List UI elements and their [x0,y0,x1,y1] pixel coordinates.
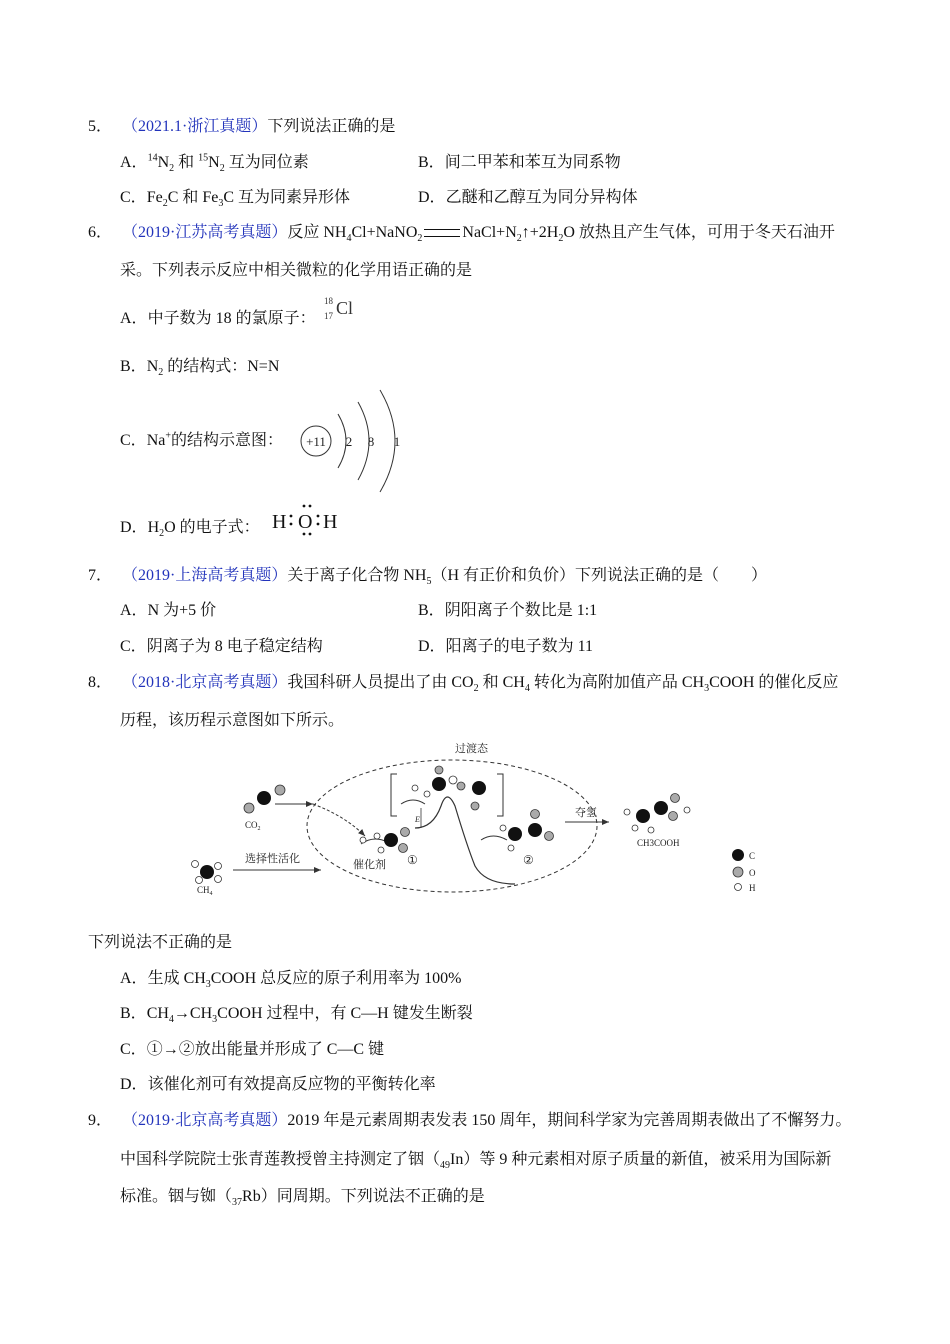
selective-activation-label: 选择性活化 [245,853,300,865]
q7-source: （2019·上海高考真题） [122,567,288,584]
transition-state-label: 过渡态 [455,743,488,755]
q5-option-c: C．$Fe_2C$ 和 $Fe_3C$ 互为同素异形体 [120,189,351,210]
q9-stem-line1: 9． （2019·北京高考真题）2019 年是元素周期表发表 150 周年，期间科学家为完善周期表做出了不懈努力。 [88,1112,852,1129]
shell-electrons-2: 8 [367,434,375,449]
q8-stem-line1: 8． （2018·北京高考真题）我国科研人员提出了由 $CO_2$ 和 $CH_4$ 转化为高附加值产品 $CH_3COOH$ 的催化反应 [88,674,839,695]
q6-stem-line2: 采。下列表示反应中相关微粒的化学用语正确的是 [120,262,473,279]
electron-formula-h-left: H [272,511,287,533]
q7-option-b: B．阴阳离子个数比是 1:1 [418,602,598,619]
q7-stem: 7． （2019·上海高考真题）关于离子化合物 $NH_5(H$ 有正价和负价）下列说法正确的是（ ） [88,567,768,588]
q9-source: （2019·北京高考真题） [122,1112,288,1129]
q5-option-a: A．$^{14}N_2$ 和 $^{15}N_2$ 互为同位素 [120,152,309,175]
step1-label: ① [407,853,418,867]
dehydrogenation-label: 夺氢 [575,807,597,819]
q8-option-a: A．生成 $CH_3COOH$ 总反应的原子利用率为 100% [120,970,462,991]
q6-option-a: A．中子数为 18 的氯原子： [120,310,316,327]
energy-profile-curve [415,797,515,884]
shell-electrons-1: 2 [345,434,353,449]
energy-label: E [415,815,420,824]
legend-c: C [749,851,756,861]
electron-formula-o: O [298,511,313,533]
q9-stem-line2: 中国科学院院士张青莲教授曾主持测定了铟$(_{49}In)$等 9 种元素相对原子质量的新值，被采用为国际新 [120,1151,832,1172]
acetic-acid-molecule [624,794,690,834]
ch4-label: $CH_4$ [197,885,213,896]
step2-molecule [500,810,554,852]
q6-option-b: B．$N_2$ 的结构式：N=N [120,358,280,379]
legend-h: H [749,883,756,893]
q8-prompt: 下列说法不正确的是 [88,934,233,951]
q6-option-d: D．$H_2O$ 的电子式： [120,519,260,540]
q5-option-b: B．间二甲苯和苯互为同系物 [418,154,621,171]
equals-sign [424,229,460,237]
nucleus-charge: +11 [306,434,326,449]
q6-option-c: C．Na+的结构示意图： [120,430,283,449]
q8-option-b: B．$CH_4\to CH_3COOH$ 过程中，有 C—H 键发生断裂 [120,1005,473,1026]
q8-option-d: D．该催化剂可有效提高反应物的平衡转化率 [120,1076,436,1093]
q8-source: （2018·北京高考真题） [122,674,288,691]
electron-formula-h-right: H [323,511,338,533]
q7-option-d: D．阳离子的电子数为 11 [418,638,593,655]
co2-label: $CO_2$ [245,820,261,832]
q7-option-c: C．阴离子为 8 电子稳定结构 [120,638,323,655]
catalyst-label: 催化剂 [353,859,386,871]
q8-stem-line2: 历程，该历程示意图如下所示。 [120,712,345,729]
shell-electrons-3: 1 [393,434,401,449]
step2-label: ② [523,853,534,867]
ch4-molecule [192,861,222,884]
reaction-mechanism-diagram [185,736,785,896]
sodium-ion-structure-diagram [292,386,412,496]
co2-to-catalyst-arrow [313,804,365,836]
q9-stem-line3: 标准。铟与铷$(_{37}Rb)$同周期。下列说法不正确的是 [120,1188,485,1209]
water-electron-dot-formula [272,502,344,538]
electron-shell-3 [380,390,395,492]
legend [732,849,756,893]
q5-option-d: D．乙醚和乙醇互为同分异构体 [418,189,638,206]
q5-stem: 5． （2021.1·浙江真题）下列说法正确的是 [88,118,396,135]
q6-source: （2019·江苏高考真题） [122,224,288,241]
q7-option-a: A．N 为+5 价 [120,602,217,619]
product-label: CH3COOH [637,838,680,848]
co2-molecule [244,785,285,813]
q8-option-c: C．①→②放出能量并形成了 C—C 键 [120,1041,385,1058]
q5-source: （2021.1·浙江真题） [122,118,268,135]
legend-o: O [749,868,756,878]
q6-stem-line1: 6． （2019·江苏高考真题）反应 $NH_4Cl+NaNO_2$ $NaCl+N_2↑+2H_2O$ 放热且产生气体，可用于冬天石油开 [88,224,835,245]
chlorine-nuclide-symbol: 18 17 Cl [324,296,354,321]
